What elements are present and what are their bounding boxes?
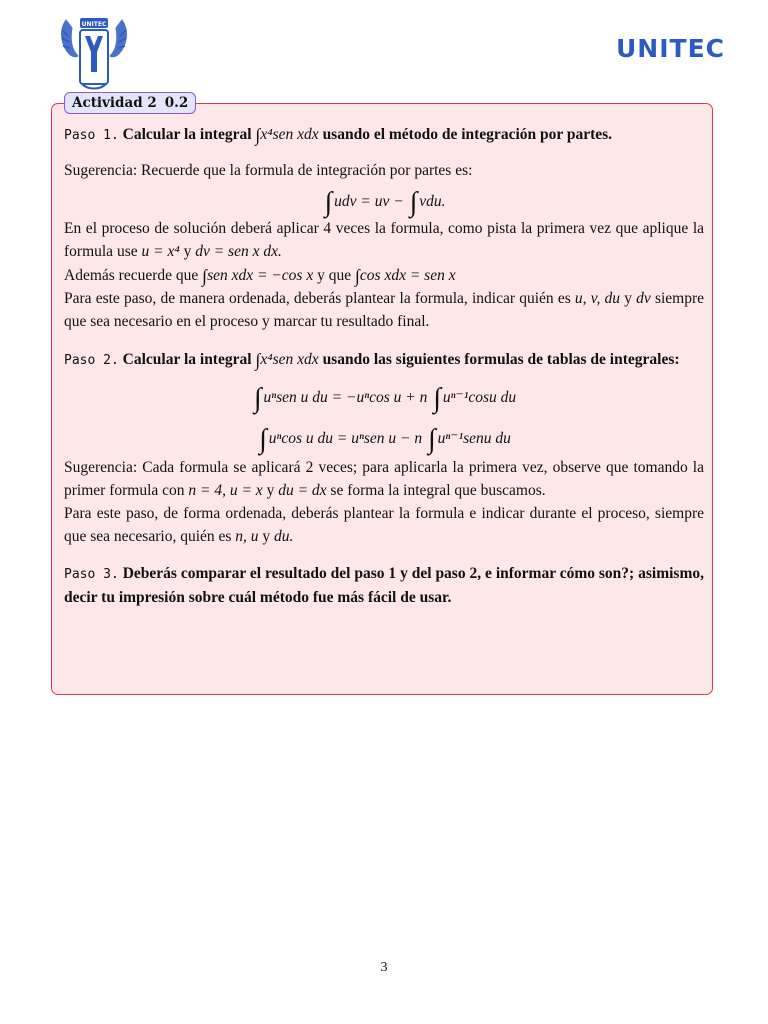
paso-2-heading-a: Calcular la integral (122, 351, 252, 368)
paso-1-dv-def: dv = sen x dx. (195, 243, 282, 260)
paso-1-int-sen: sen xdx = −cos x (207, 267, 314, 284)
paso-2-heading-b: usando las siguientes formulas de tablas de integrales: (322, 351, 680, 368)
paso-1-heading-a: Calcular la integral (122, 126, 252, 143)
paso-2-hint-y: y (266, 482, 275, 499)
integral-sign-icon: ∫ (259, 424, 267, 455)
paso-1-hint: Sugerencia: Recuerde que la formula de integración por partes es: (64, 162, 473, 179)
paso-2-du: du. (274, 528, 294, 545)
integral-sign-icon: ∫ (255, 125, 261, 145)
paso-2-hint-du: du = dx (278, 482, 327, 499)
paso-2-label: Paso 2. (64, 353, 119, 368)
paso-1-text1: En el proceso de solución deberá aplicar 4 veces la formula, como pista la primera vez que aplique la formula use (64, 220, 704, 260)
paso-2-integral: x⁴sen xdx (260, 351, 319, 368)
formula-1-right: uⁿ⁻¹cosu du (442, 389, 517, 406)
integral-sign-icon: ∫ (428, 424, 436, 455)
paso-1-u-def: u = x⁴ (141, 243, 180, 260)
paso-1-dv: dv (636, 290, 651, 307)
integral-sign-icon: ∫ (433, 383, 441, 414)
paso-2-text: Para este paso, de forma ordenada, deberás plantear la formula e indicar durante el proceso, siempre que sea necesario, quién es (64, 505, 704, 545)
unitec-crest-logo (58, 10, 130, 90)
activity-number: 0.2 (164, 95, 189, 111)
paso-1-y: y (183, 243, 192, 260)
paso-1-vars: u, v, du (574, 290, 621, 307)
paso-2-hint: Sugerencia: Cada formula se aplicará 2 veces; para aplicarla la primera vez, observe que tomando la primer formula con (64, 459, 704, 499)
integral-sign-icon: ∫ (354, 266, 360, 286)
formula-2-right: uⁿ⁻¹senu du (437, 430, 511, 447)
svg-text:UNITEC: UNITEC (81, 21, 107, 28)
formula-1-left: uⁿsen u du = −uⁿcos u + n (263, 389, 428, 406)
paso-1-heading-b: usando el método de integración por partes. (322, 126, 613, 143)
paso-2-vars: n, u (235, 528, 259, 545)
integral-sign-icon: ∫ (324, 187, 333, 218)
activity-title: Actividad 2 (72, 95, 157, 111)
formula-partes (64, 186, 704, 218)
formula-partes-left: udv = uv − (334, 193, 404, 210)
integral-sign-icon: ∫ (202, 266, 208, 286)
formula-2-left: uⁿcos u du = uⁿsen u − n (268, 430, 423, 447)
paso-1-int-cos: cos xdx = sen x (359, 267, 456, 284)
paso-1-text3: Para este paso, de manera ordenada, deberás plantear la formula, indicar quién es (64, 290, 571, 307)
formula-tabla-2 (64, 423, 704, 455)
paso-1-label: Paso 1. (64, 128, 119, 143)
paso-3 (64, 562, 704, 609)
paso-3-text: Deberás comparar el resultado del paso 1 y del paso 2, e informar cómo son?; asimismo, decir tu impresión sobre cuál método fue más fácil de usar. (64, 565, 704, 606)
activity-tag (64, 92, 196, 114)
paso-3-label: Paso 3. (64, 567, 119, 582)
paso-1-integral: x⁴sen xdx (260, 126, 319, 143)
paso-1-y-que: y que (317, 267, 352, 284)
brand-wordmark: UNITEC (615, 34, 725, 63)
paso-2 (64, 347, 704, 548)
paso-2-hint-vals: n = 4, u = x (188, 482, 263, 499)
integral-sign-icon: ∫ (253, 383, 262, 414)
paso-2-hint-b: se forma la integral que buscamos. (330, 482, 546, 499)
formula-partes-right: vdu. (419, 193, 446, 210)
formula-tabla-1 (64, 382, 704, 414)
paso-1-y2: y (624, 290, 632, 307)
activity-content (64, 122, 704, 623)
integral-sign-icon: ∫ (409, 187, 418, 218)
paso-1-text3b: siempre que sea necesario en el proceso y marcar tu resultado final. (64, 290, 705, 330)
page-number: 3 (380, 960, 388, 975)
paso-2-y: y (262, 528, 271, 545)
paso-1 (64, 122, 704, 333)
integral-sign-icon: ∫ (255, 350, 261, 370)
paso-1-text2: Además recuerde que (64, 267, 199, 284)
